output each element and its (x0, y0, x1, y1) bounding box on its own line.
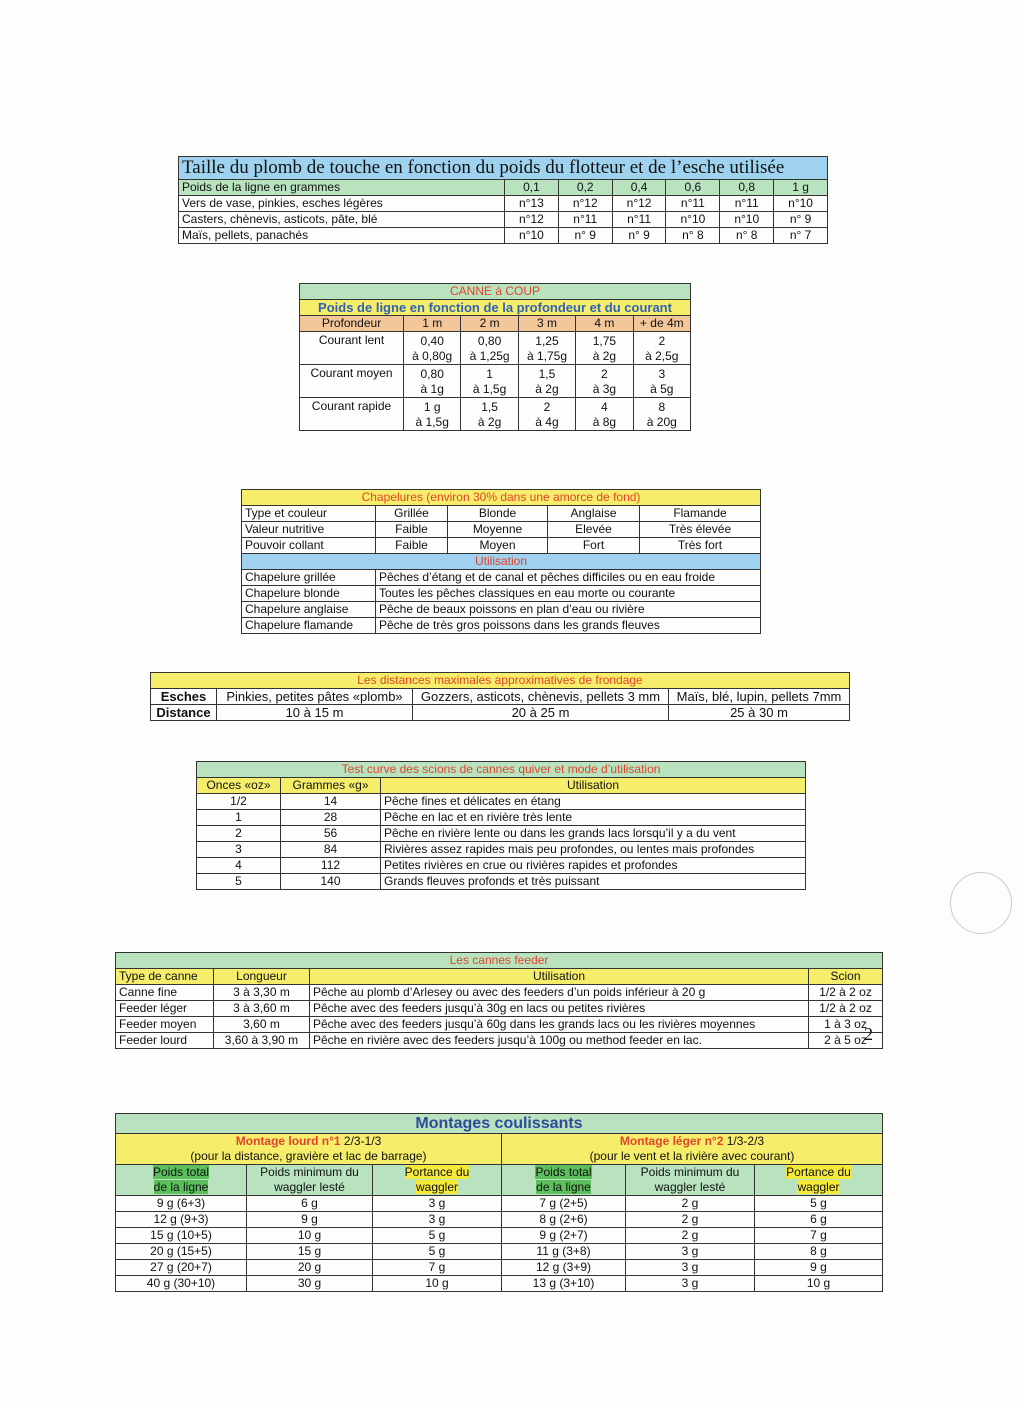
chapelures-row (242, 506, 761, 522)
table-cell: 84 (281, 842, 381, 858)
distances-table (150, 672, 850, 721)
table-cell: 0,1 (505, 180, 559, 196)
montage-lourd-header (116, 1134, 502, 1150)
table-cell: 3 g (626, 1276, 755, 1292)
table-cell: à 0,80g (404, 349, 461, 365)
table-cell: 1 (461, 365, 518, 383)
table-cell: 3 (197, 842, 281, 858)
row-label (300, 382, 404, 398)
table-cell: 3 g (626, 1260, 755, 1276)
table-cell: 3 à 3,60 m (214, 1001, 310, 1017)
column-header: 2 m (461, 316, 518, 332)
table-cell: 0,6 (666, 180, 720, 196)
column-header (373, 1165, 502, 1196)
table-cell: n°12 (612, 196, 666, 212)
column-header-line: waggler (415, 1180, 459, 1194)
table-cell: 3 g (373, 1212, 502, 1228)
column-header (626, 1165, 755, 1196)
montage-leger-title: Montage léger n°2 (619, 1134, 724, 1148)
table-cell: 2 g (626, 1196, 755, 1212)
table-cell: 5 g (373, 1228, 502, 1244)
column-header-line: Portance du (786, 1165, 851, 1179)
column-header: Utilisation (381, 778, 806, 794)
quiver-header (197, 778, 806, 794)
table-cell: n°10 (666, 212, 720, 228)
column-header-line: Poids total (535, 1165, 592, 1179)
table-cell: 3 g (373, 1196, 502, 1212)
table-cell: 1,75 (576, 332, 633, 350)
montages-row (116, 1228, 883, 1244)
column-header-line: waggler lesté (274, 1180, 345, 1194)
table-cell: Grands fleuves profonds et très puissant (381, 874, 806, 890)
canne-a-coup-row (300, 415, 691, 431)
table-cell: Petites rivières en crue ou rivières rapides et profondes (381, 858, 806, 874)
canne-a-coup-table (299, 283, 691, 431)
column-header: Grammes «g» (281, 778, 381, 794)
table-cell: 2 g (626, 1228, 755, 1244)
row-label: Esches (151, 689, 217, 705)
montages-header (116, 1165, 883, 1196)
table-cell: n° 9 (558, 228, 612, 244)
montages-row (116, 1196, 883, 1212)
table-cell: à 1,5g (404, 415, 461, 431)
distances-row (151, 705, 850, 721)
table-cell: à 5g (633, 382, 690, 398)
column-header-line: Poids minimum du (260, 1165, 359, 1179)
table-cell: 4 (197, 858, 281, 874)
column-header (502, 1165, 626, 1196)
table-cell: Pêche avec des feeders jusqu’à 60g dans les grands lacs ou les rivières moyennes (310, 1017, 809, 1033)
canne-a-coup-subtitle: Poids de ligne en fonction de la profondeur et du courant (300, 300, 691, 316)
montages-row (116, 1260, 883, 1276)
canne-a-coup-title: CANNE à COUP (300, 284, 691, 300)
quiver-row (197, 794, 806, 810)
table-cell: 56 (281, 826, 381, 842)
table-cell: 3 à 3,30 m (214, 985, 310, 1001)
table-cell: 1,25 (518, 332, 575, 350)
table-cell: à 20g (633, 415, 690, 431)
column-header: Scion (809, 969, 883, 985)
table-cell: n°11 (612, 212, 666, 228)
table-cell: 3,60 m (214, 1017, 310, 1033)
chapelures-util-title: Utilisation (242, 554, 761, 570)
table-cell: Grillée (376, 506, 448, 522)
column-header: Onces «oz» (197, 778, 281, 794)
montages-row (116, 1212, 883, 1228)
table-cell: 10 g (755, 1276, 883, 1292)
table-cell: 5 (197, 874, 281, 890)
table-cell: 7 g (755, 1228, 883, 1244)
table-cell: 28 (281, 810, 381, 826)
table-cell: Rivières assez rapides mais peu profondes, ou lentes mais profondes (381, 842, 806, 858)
feeder-row (116, 1001, 883, 1017)
table-cell: à 1,25g (461, 349, 518, 365)
table-cell: 3,60 à 3,90 m (214, 1033, 310, 1049)
column-header-line: Portance du (404, 1165, 470, 1179)
table-cell: 7 g (373, 1260, 502, 1276)
table-cell: 1,5 (518, 365, 575, 383)
table-cell: à 4g (518, 415, 575, 431)
table-cell: 9 g (2+7) (502, 1228, 626, 1244)
quiver-title: Test curve des scions de cannes quiver et mode d’utilisation (197, 762, 806, 778)
table-cell: à 8g (576, 415, 633, 431)
table-cell: Pêche de beaux poissons en plan d’eau ou rivière (376, 602, 761, 618)
lead-size-row (179, 228, 828, 244)
canne-a-coup-row (300, 398, 691, 416)
table-cell: 40 g (30+10) (116, 1276, 247, 1292)
quiver-row (197, 842, 806, 858)
table-cell: 2 (576, 365, 633, 383)
table-cell: 12 g (3+9) (502, 1260, 626, 1276)
chapelures-util-row (242, 618, 761, 634)
table-cell: 27 g (20+7) (116, 1260, 247, 1276)
table-cell: 4 (576, 398, 633, 416)
table-cell: Toutes les pêches classiques en eau morte ou courante (376, 586, 761, 602)
montages-row (116, 1276, 883, 1292)
table-cell: 140 (281, 874, 381, 890)
table-cell: n°10 (774, 196, 828, 212)
column-header: Utilisation (310, 969, 809, 985)
feeder-header (116, 969, 883, 985)
table-cell: n° 9 (774, 212, 828, 228)
montage-leger-ratio: 1/3-2/3 (726, 1134, 765, 1148)
row-label: Maïs, pellets, panachés (179, 228, 505, 244)
table-cell: 2 (197, 826, 281, 842)
table-cell: 2 à 5 oz (809, 1033, 883, 1049)
table-cell: Très fort (640, 538, 761, 554)
montage-leger-sub: (pour le vent et la rivière avec courant) (502, 1149, 883, 1165)
chapelures-util-row (242, 586, 761, 602)
table-cell: 1 g (404, 398, 461, 416)
column-header: Type de canne (116, 969, 214, 985)
quiver-table (196, 761, 806, 890)
table-cell: 30 g (247, 1276, 373, 1292)
table-cell: à 3g (576, 382, 633, 398)
table-cell: à 1g (404, 382, 461, 398)
table-cell: Blonde (448, 506, 548, 522)
table-cell: 8 g (755, 1244, 883, 1260)
table-cell: 1,5 (461, 398, 518, 416)
table-cell: à 2,5g (633, 349, 690, 365)
table-cell: 2 (518, 398, 575, 416)
table-cell: 1 g (774, 180, 828, 196)
row-label: Courant moyen (300, 365, 404, 383)
table-cell: 0,40 (404, 332, 461, 350)
table-cell: 15 g (247, 1244, 373, 1260)
row-label: Vers de vase, pinkies, esches légères (179, 196, 505, 212)
feeder-table (115, 952, 883, 1049)
row-label: Courant lent (300, 332, 404, 350)
table-cell: n° 9 (612, 228, 666, 244)
page-number: 2 (864, 1024, 873, 1044)
table-cell: Moyen (448, 538, 548, 554)
table-cell: Pêche au plomb d’Arlesey ou avec des feeders d’un poids inférieur à 20 g (310, 985, 809, 1001)
table-cell: Faible (376, 538, 448, 554)
table-cell: 14 (281, 794, 381, 810)
chapelures-row (242, 538, 761, 554)
table-cell: n° 8 (720, 228, 774, 244)
table-cell: à 1,5g (461, 382, 518, 398)
table-cell: 5 g (755, 1196, 883, 1212)
table-cell: à 1,75g (518, 349, 575, 365)
quiver-row (197, 858, 806, 874)
row-label: Chapelure flamande (242, 618, 376, 634)
table-cell: 5 g (373, 1244, 502, 1260)
table-cell: 0,8 (720, 180, 774, 196)
column-header (247, 1165, 373, 1196)
montages-table (115, 1113, 883, 1292)
table-cell: 6 g (755, 1212, 883, 1228)
row-label: Feeder moyen (116, 1017, 214, 1033)
table-cell: Faible (376, 522, 448, 538)
table-cell: à 2g (576, 349, 633, 365)
chapelures-table (241, 489, 761, 634)
canne-a-coup-row (300, 349, 691, 365)
table-cell: Très élevée (640, 522, 761, 538)
quiver-row (197, 826, 806, 842)
table-cell: n°10 (720, 212, 774, 228)
table-cell: Pinkies, petites pâtes «plomb» (217, 689, 413, 705)
table-cell: 1 (197, 810, 281, 826)
row-label: Feeder lourd (116, 1033, 214, 1049)
row-label: Pouvoir collant (242, 538, 376, 554)
feeder-row (116, 1033, 883, 1049)
table-cell: Maïs, blé, lupin, pellets 7mm (669, 689, 850, 705)
canne-a-coup-row (300, 365, 691, 383)
table-cell: n°13 (505, 196, 559, 212)
table-cell: 10 g (247, 1228, 373, 1244)
feeder-row (116, 1017, 883, 1033)
table-cell: n°11 (558, 212, 612, 228)
table-cell: 10 à 15 m (217, 705, 413, 721)
quiver-row (197, 874, 806, 890)
row-label: Chapelure anglaise (242, 602, 376, 618)
table-cell: 112 (281, 858, 381, 874)
column-header: 3 m (518, 316, 575, 332)
column-header: Longueur (214, 969, 310, 985)
table-cell: 2 g (626, 1212, 755, 1228)
table-cell: Pêche avec des feeders jusqu’à 30g en lacs ou petites rivières (310, 1001, 809, 1017)
row-label: Type et couleur (242, 506, 376, 522)
table-cell: 0,80 (404, 365, 461, 383)
chapelures-title: Chapelures (environ 30% dans une amorce de fond) (242, 490, 761, 506)
table-cell: Pêche de très gros poissons dans les grands fleuves (376, 618, 761, 634)
montage-leger-header (502, 1134, 883, 1150)
row-label: Casters, chènevis, asticots, pâte, blé (179, 212, 505, 228)
table-cell: Pêches d’étang et de canal et pêches difficiles ou en eau froide (376, 570, 761, 586)
montage-lourd-title: Montage lourd n°1 (235, 1134, 341, 1148)
column-header (116, 1165, 247, 1196)
table-cell: 11 g (3+8) (502, 1244, 626, 1260)
table-cell: 12 g (9+3) (116, 1212, 247, 1228)
table-cell: Elevée (548, 522, 640, 538)
column-header-line: de la ligne (153, 1180, 209, 1194)
column-header: 1 m (404, 316, 461, 332)
table-cell: n° 8 (666, 228, 720, 244)
column-header (755, 1165, 883, 1196)
punch-hole-mark (950, 872, 1012, 934)
table-cell: 20 g (15+5) (116, 1244, 247, 1260)
row-label: Poids de la ligne en grammes (179, 180, 505, 196)
table-cell: 6 g (247, 1196, 373, 1212)
table-cell: n°11 (666, 196, 720, 212)
row-label: Courant rapide (300, 398, 404, 416)
row-label: Chapelure grillée (242, 570, 376, 586)
distances-row (151, 689, 850, 705)
lead-size-row (179, 196, 828, 212)
row-label: Valeur nutritive (242, 522, 376, 538)
column-header: Profondeur (300, 316, 404, 332)
table-cell: 9 g (247, 1212, 373, 1228)
canne-a-coup-row (300, 382, 691, 398)
row-label: Canne fine (116, 985, 214, 1001)
table-cell: 1/2 à 2 oz (809, 1001, 883, 1017)
montages-title: Montages coulissants (116, 1114, 883, 1134)
table-cell: 20 à 25 m (413, 705, 669, 721)
quiver-row (197, 810, 806, 826)
table-cell: 0,4 (612, 180, 666, 196)
lead-size-title: Taille du plomb de touche en fonction du poids du flotteur et de l’esche utilisée (179, 157, 828, 180)
column-header: 4 m (576, 316, 633, 332)
column-header: + de 4m (633, 316, 690, 332)
canne-a-coup-row (300, 332, 691, 350)
table-cell: 7 g (2+5) (502, 1196, 626, 1212)
table-cell: 20 g (247, 1260, 373, 1276)
table-cell: 10 g (373, 1276, 502, 1292)
table-cell: 1/2 à 2 oz (809, 985, 883, 1001)
table-cell: 9 g (6+3) (116, 1196, 247, 1212)
canne-a-coup-header (300, 316, 691, 332)
table-cell: n°11 (720, 196, 774, 212)
column-header-line: de la ligne (536, 1180, 591, 1194)
row-label (300, 415, 404, 431)
lead-size-row (179, 180, 828, 196)
montage-lourd-ratio: 2/3-1/3 (343, 1134, 382, 1148)
table-cell: 0,80 (461, 332, 518, 350)
table-cell: 25 à 30 m (669, 705, 850, 721)
row-label (300, 349, 404, 365)
chapelures-row (242, 522, 761, 538)
table-cell: Fort (548, 538, 640, 554)
chapelures-util-row (242, 570, 761, 586)
table-cell: n°12 (558, 196, 612, 212)
table-cell: Flamande (640, 506, 761, 522)
table-cell: 1/2 (197, 794, 281, 810)
table-cell: 2 (633, 332, 690, 350)
lead-size-table (178, 156, 828, 244)
table-cell: Anglaise (548, 506, 640, 522)
column-header-line: Poids minimum du (640, 1165, 740, 1179)
column-header-line: Poids total (152, 1165, 210, 1179)
table-cell: 3 (633, 365, 690, 383)
table-cell: 13 g (3+10) (502, 1276, 626, 1292)
table-cell: à 2g (518, 382, 575, 398)
table-cell: 1 à 3 oz (809, 1017, 883, 1033)
column-header-line: waggler lesté (654, 1180, 726, 1194)
table-cell: Pêche en rivière avec des feeders jusqu’à 100g ou method feeder en lac. (310, 1033, 809, 1049)
table-cell: 8 g (2+6) (502, 1212, 626, 1228)
lead-size-row (179, 212, 828, 228)
feeder-row (116, 985, 883, 1001)
table-cell: n°12 (505, 212, 559, 228)
table-cell: 15 g (10+5) (116, 1228, 247, 1244)
table-cell: Pêche en rivière lente ou dans les grands lacs lorsqu’il y a du vent (381, 826, 806, 842)
table-cell: 3 g (626, 1244, 755, 1260)
table-cell: Gozzers, asticots, chènevis, pellets 3 mm (413, 689, 669, 705)
table-cell: Pêche en lac et en rivière très lente (381, 810, 806, 826)
row-label: Distance (151, 705, 217, 721)
row-label: Chapelure blonde (242, 586, 376, 602)
chapelures-util-row (242, 602, 761, 618)
distances-title: Les distances maximales approximatives de frondage (151, 673, 850, 689)
table-cell: Moyenne (448, 522, 548, 538)
row-label: Feeder léger (116, 1001, 214, 1017)
montages-row (116, 1244, 883, 1260)
feeder-title: Les cannes feeder (116, 953, 883, 969)
column-header-line: waggler (797, 1180, 840, 1194)
montage-lourd-sub: (pour la distance, gravière et lac de barrage) (116, 1149, 502, 1165)
table-cell: n° 7 (774, 228, 828, 244)
table-cell: 9 g (755, 1260, 883, 1276)
table-cell: n°10 (505, 228, 559, 244)
table-cell: Pêche fines et délicates en étang (381, 794, 806, 810)
table-cell: à 2g (461, 415, 518, 431)
table-cell: 0,2 (558, 180, 612, 196)
table-cell: 8 (633, 398, 690, 416)
